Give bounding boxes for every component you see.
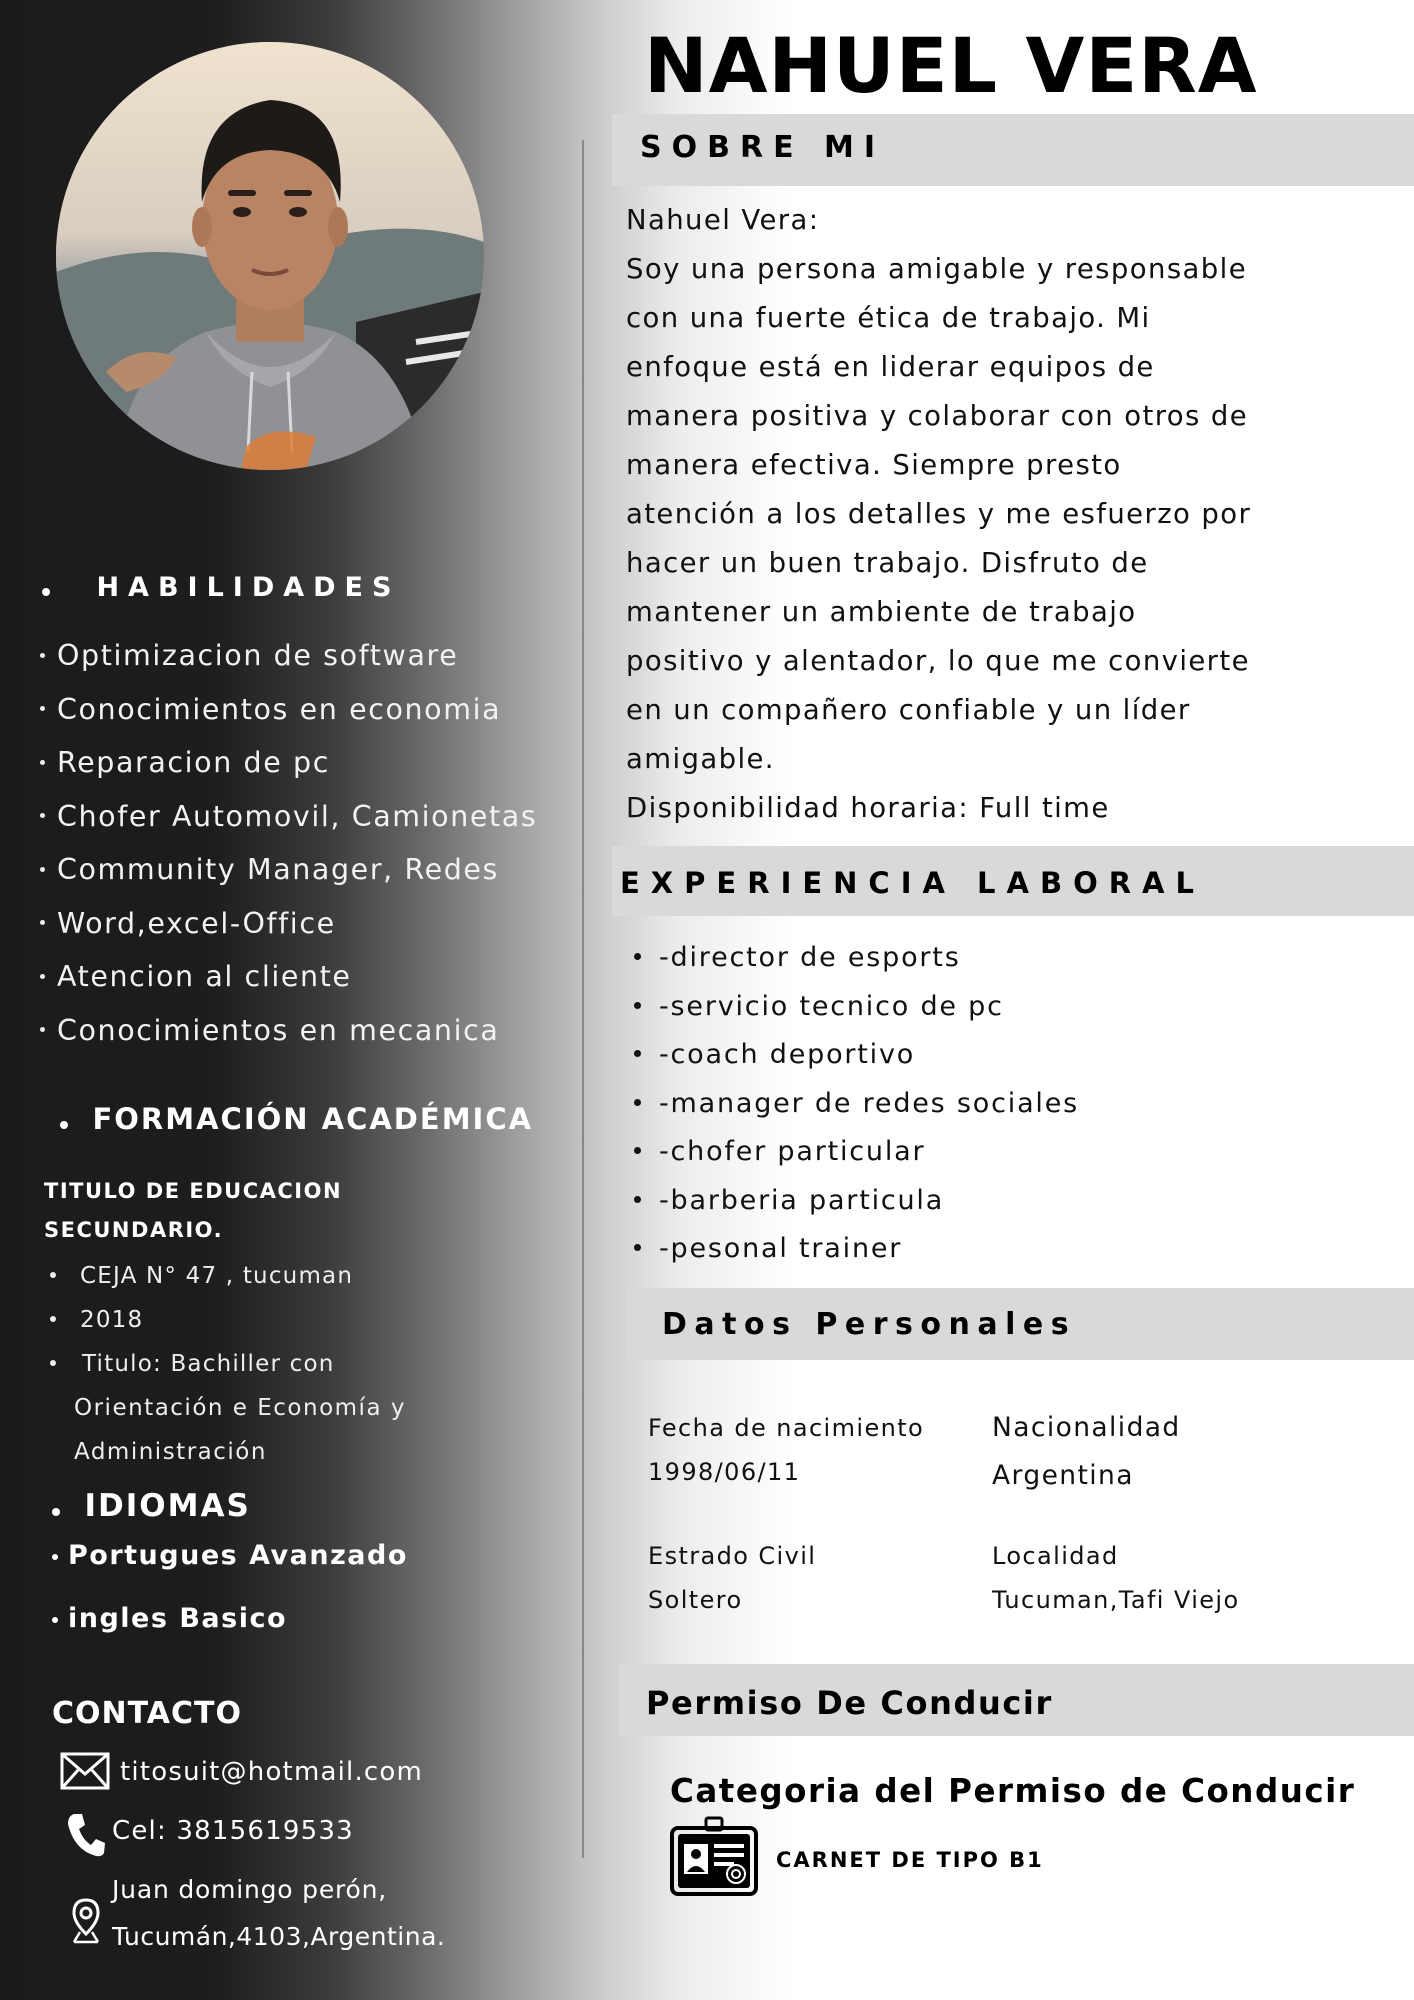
- language-item: Portugues Avanzado: [52, 1540, 408, 1571]
- location-pin-icon: [70, 1898, 102, 1949]
- skill-item: Conocimientos en mecanica: [40, 1011, 537, 1065]
- contact-title: CONTACTO: [52, 1696, 242, 1731]
- about-line: positivo y alentador, lo que me convierte: [626, 645, 1250, 677]
- education-degree-line2: SECUNDARIO.: [44, 1218, 224, 1242]
- nationality-label: Nacionalidad: [992, 1412, 1181, 1443]
- profile-photo: [56, 42, 484, 470]
- languages-heading-bullet: [52, 1508, 60, 1516]
- phone-icon: [66, 1812, 106, 1863]
- experience-list: [634, 934, 1079, 1274]
- license-title: Permiso De Conducir: [646, 1684, 1053, 1722]
- experience-title: EXPERIENCIA LABORAL: [620, 866, 1205, 900]
- profile-photo-illustration: [56, 42, 484, 470]
- about-line: manera efectiva. Siempre presto: [626, 449, 1122, 481]
- skill-item: Atencion al cliente: [40, 957, 537, 1011]
- civil-value: Soltero: [648, 1586, 743, 1614]
- about-line: enfoque está en liderar equipos de: [626, 351, 1155, 383]
- about-line: manera positiva y colaborar con otros de: [626, 400, 1249, 432]
- experience-item: -barberia particula: [634, 1177, 1079, 1226]
- skill-item: Optimizacion de software: [40, 636, 537, 690]
- education-heading-bullet: [60, 1121, 68, 1129]
- education-continuation-line: Administración: [74, 1439, 267, 1465]
- skills-heading-bullet: [42, 588, 50, 596]
- about-line: Disponibilidad horaria: Full time: [626, 792, 1110, 824]
- license-category-value: CARNET DE TIPO B1: [776, 1848, 1044, 1872]
- contact-email[interactable]: titosuit@hotmail.com: [120, 1757, 424, 1787]
- contact-address-line1: Juan domingo perón,: [112, 1875, 388, 1904]
- education-degree: [44, 1172, 342, 1250]
- skills-list: [40, 636, 537, 1064]
- about-line: Nahuel Vera:: [626, 204, 820, 236]
- education-item: 2018: [50, 1298, 353, 1342]
- languages-title: IDIOMAS: [84, 1488, 251, 1524]
- skill-item: Conocimientos en economia: [40, 690, 537, 744]
- birth-value: 1998/06/11: [648, 1458, 801, 1486]
- language-item: ingles Basico: [52, 1603, 287, 1634]
- skill-item: Community Manager, Redes: [40, 850, 537, 904]
- experience-item: -chofer particular: [634, 1128, 1079, 1177]
- experience-item: -director de esports: [634, 934, 1079, 983]
- experience-item: -coach deportivo: [634, 1031, 1079, 1080]
- nationality-value: Argentina: [992, 1460, 1134, 1491]
- about-line: en un compañero confiable y un líder: [626, 694, 1191, 726]
- education-continuation-line: Orientación e Economía y: [74, 1395, 406, 1421]
- about-line: amigable.: [626, 743, 775, 775]
- education-continuation: [74, 1386, 406, 1474]
- locality-label: Localidad: [992, 1542, 1119, 1570]
- experience-item: -pesonal trainer: [634, 1225, 1079, 1274]
- about-line: mantener un ambiente de trabajo: [626, 596, 1137, 628]
- about-line: atención a los detalles y me esfuerzo por: [626, 498, 1252, 530]
- id-card-icon: [670, 1816, 758, 1903]
- contact-phone[interactable]: Cel: 3815619533: [112, 1816, 354, 1846]
- skill-item: Word,excel-Office: [40, 904, 537, 958]
- personal-title: Datos Personales: [662, 1307, 1077, 1342]
- license-category-title: Categoria del Permiso de Conducir: [670, 1772, 1356, 1810]
- education-item: CEJA N° 47 , tucuman: [50, 1254, 353, 1298]
- about-line: con una fuerte ética de trabajo. Mi: [626, 302, 1151, 334]
- about-title: SOBRE MI: [640, 130, 886, 165]
- about-line: hacer un buen trabajo. Disfruto de: [626, 547, 1149, 579]
- about-text: [626, 196, 1346, 833]
- education-title: FORMACIÓN ACADÉMICA: [92, 1102, 534, 1136]
- envelope-icon: [60, 1752, 110, 1795]
- education-list: [50, 1254, 353, 1386]
- experience-item: -servicio tecnico de pc: [634, 983, 1079, 1032]
- civil-label: Estrado Civil: [648, 1542, 817, 1570]
- skill-item: Chofer Automovil, Camionetas: [40, 797, 537, 851]
- education-item: Titulo: Bachiller con: [50, 1342, 353, 1386]
- skill-item: Reparacion de pc: [40, 743, 537, 797]
- contact-address-line2: Tucumán,4103,Argentina.: [112, 1922, 446, 1951]
- birth-label: Fecha de nacimiento: [648, 1414, 925, 1442]
- person-name: NAHUEL VERA: [644, 21, 1258, 110]
- locality-value: Tucuman,Tafi Viejo: [992, 1586, 1240, 1614]
- education-heading: [60, 1102, 533, 1136]
- languages-heading: [52, 1488, 251, 1524]
- column-divider: [582, 140, 584, 1858]
- experience-item: -manager de redes sociales: [634, 1080, 1079, 1129]
- education-degree-line1: TITULO DE EDUCACION: [44, 1179, 343, 1203]
- about-line: Soy una persona amigable y responsable: [626, 253, 1248, 285]
- skills-title: HABILIDADES: [96, 572, 401, 603]
- skills-heading: [42, 572, 400, 603]
